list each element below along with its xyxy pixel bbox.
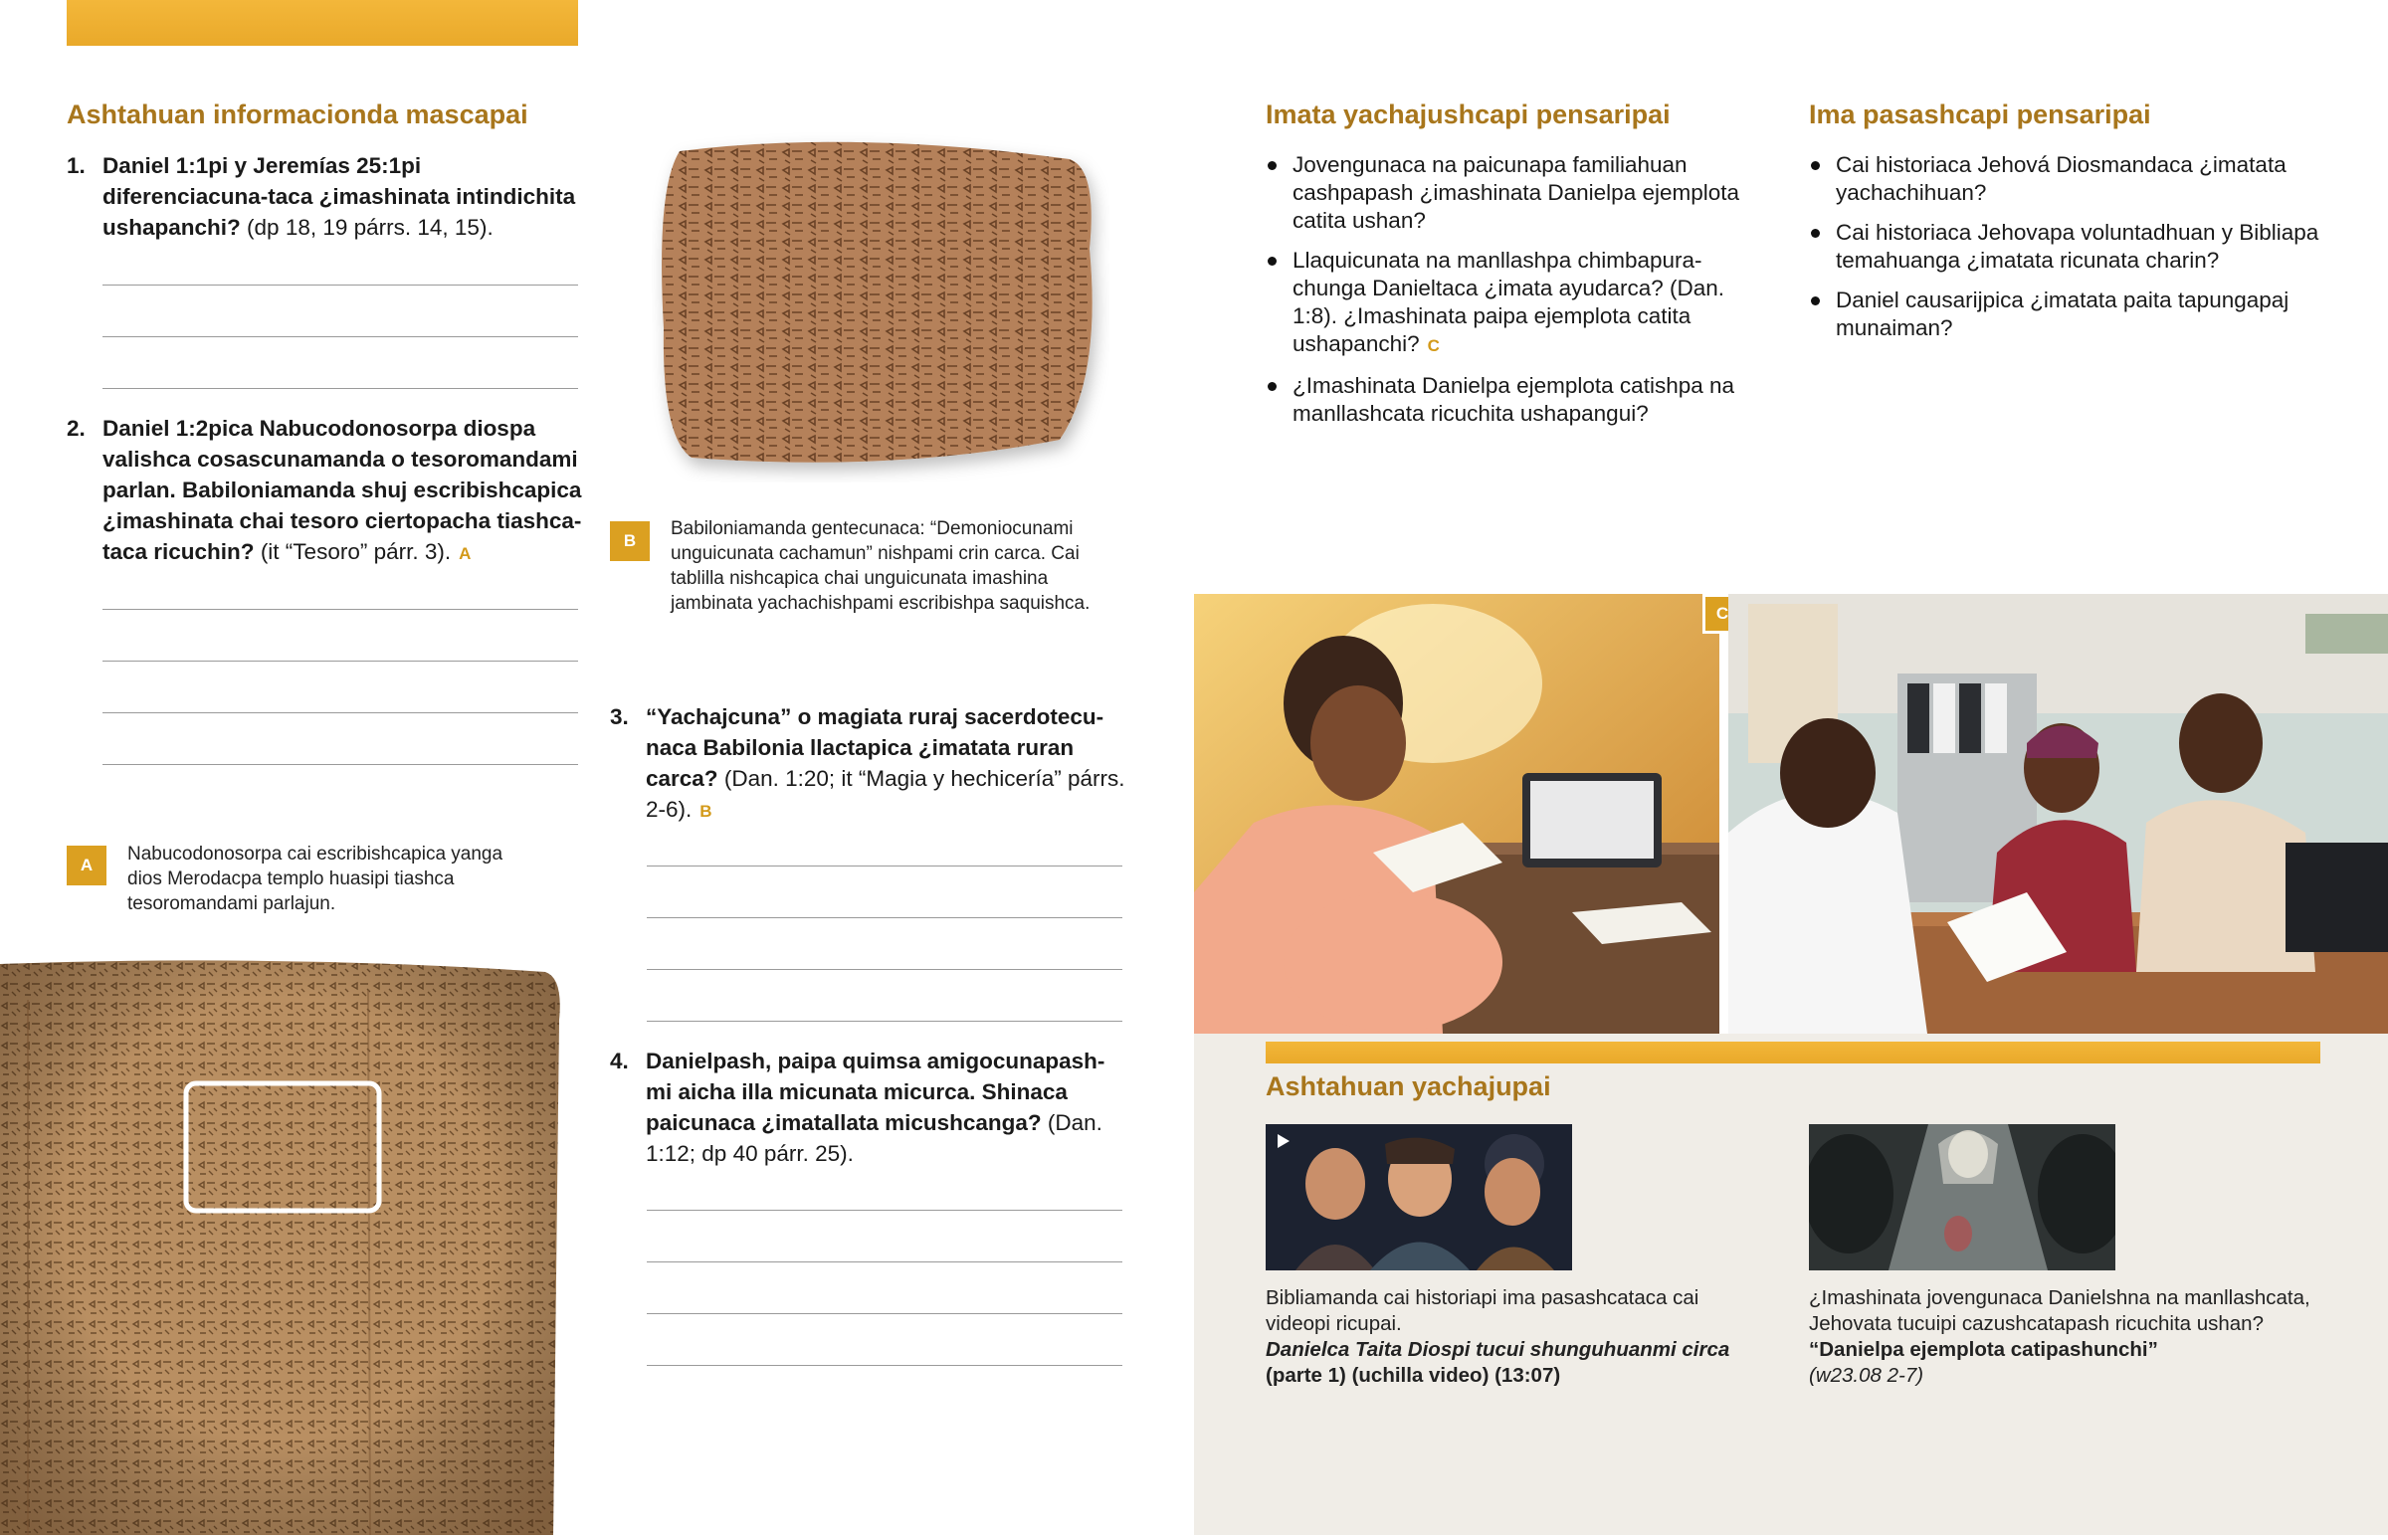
caption-badge-a: A bbox=[67, 846, 106, 885]
answer-line[interactable] bbox=[647, 1313, 1122, 1314]
think-item: ¿Imashinata Danielpa ejemplota catishpa na manllashcata ricuchita ushapangui? bbox=[1266, 372, 1763, 428]
article-title-link[interactable]: “Danielpa ejemplota catipashunchi” bbox=[1809, 1338, 2158, 1361]
video-thumbnail[interactable] bbox=[1266, 1124, 1572, 1270]
photo-doctor-consultation bbox=[1728, 594, 2388, 1034]
answer-line[interactable] bbox=[102, 388, 578, 389]
think-item: Jovengunaca na paicunapa familiahuan cashpapash ¿imashinata Danielpa ejemplota catita ushan? bbox=[1266, 151, 1763, 235]
medical-tablet-graphic bbox=[652, 129, 1109, 482]
answer-line[interactable] bbox=[647, 1210, 1122, 1211]
answer-line[interactable] bbox=[102, 661, 578, 662]
answer-line[interactable] bbox=[102, 609, 578, 610]
question-reference: (Dan. 1:12; dp 40 párr. 25). bbox=[646, 1110, 1102, 1166]
question-2 bbox=[67, 413, 584, 569]
question-reference: (dp 18, 19 párrs. 14, 15). bbox=[247, 215, 494, 240]
question-number: 1. bbox=[67, 153, 86, 178]
photo-woman-studying bbox=[1194, 594, 1719, 1034]
article-reference bbox=[1809, 1363, 2326, 1389]
answer-line[interactable] bbox=[647, 969, 1122, 970]
answer-line[interactable] bbox=[647, 1261, 1122, 1262]
question-text: Daniel 1:1pi y Jeremías 25:1pi diferenciacuna-taca ¿imashinata intindichita ushapanchi? bbox=[102, 153, 576, 240]
article-caption bbox=[1809, 1285, 2326, 1389]
think-list-container bbox=[1266, 151, 1763, 440]
answer-line[interactable] bbox=[102, 712, 578, 713]
section-heading-read: Ima pasashcapi pensaripai bbox=[1809, 99, 2151, 129]
question-reference: (Dan. 1:20; it “Magia y hechicería” párrs. 2-6). bbox=[646, 766, 1125, 822]
read-list-container bbox=[1809, 151, 2326, 354]
article-reference-text: (w23.08 2-7) bbox=[1809, 1364, 1924, 1387]
answer-line[interactable] bbox=[647, 917, 1122, 918]
read-item: Daniel causarijpica ¿imatata paita tapungapaj munaiman? bbox=[1809, 287, 2326, 342]
question-text: “Yachajcuna” o magiata ruraj sacerdotecu-naca Babilonia llactapica ¿imatata ruran carca? bbox=[646, 704, 1104, 791]
video-title-link[interactable] bbox=[1266, 1337, 1763, 1363]
learn-more-panel bbox=[1194, 1034, 2388, 1535]
think-list bbox=[1266, 151, 1763, 428]
question-4 bbox=[610, 1046, 1127, 1169]
read-item: Cai historiaca Jehovapa voluntadhuan y Bibliapa temahuanga ¿imatata ricunata charin? bbox=[1809, 219, 2326, 275]
video-thumbnail-graphic bbox=[1266, 1124, 1572, 1270]
question-number: 4. bbox=[610, 1049, 629, 1073]
think-item bbox=[1266, 247, 1763, 360]
image-reference-tag: A bbox=[459, 544, 472, 563]
caption-badge-c: C bbox=[1702, 594, 1742, 634]
answer-line[interactable] bbox=[647, 1021, 1122, 1022]
question-text: Daniel 1:2pica Nabucodonosorpa diospa valishca cosascunamanda o tesoromandami parlan. Babiloniamanda shuj escribishcapica ¿imashinata chai tesoro ciertopacha tiashca-taca ricuchin? bbox=[102, 416, 582, 564]
article-description: ¿Imashinata jovengunaca Danielshna na manllashcata, Jehovata tucuipi cazushcatapash ricuchita ushan? bbox=[1809, 1286, 2310, 1335]
video-duration: (parte 1) (uchilla video) (13:07) bbox=[1266, 1364, 1561, 1387]
cuneiform-tablet-graphic bbox=[0, 960, 562, 1535]
video-caption bbox=[1266, 1285, 1763, 1389]
top-decorative-bar bbox=[67, 0, 578, 46]
article-thumbnail[interactable] bbox=[1809, 1124, 2115, 1270]
cuneiform-tablet-image bbox=[0, 960, 562, 1535]
read-item: Cai historiaca Jehová Diosmandaca ¿imatata yachachihuan? bbox=[1809, 151, 2326, 207]
caption-b: Babiloniamanda gentecunaca: “Demoniocunami unguicunata cachamun” nishpami crin carca. Cai tablilla nishcapica chai unguicunata imashina jambinata yachachishpami escribishpa saquishca. bbox=[671, 518, 1091, 614]
question-reference: (it “Tesoro” párr. 3). bbox=[260, 539, 452, 564]
medical-tablet-image bbox=[652, 129, 1109, 482]
video-description: Bibliamanda cai historiapi ima pasashcataca cai videopi ricupai. bbox=[1266, 1286, 1699, 1335]
answer-line[interactable] bbox=[647, 1365, 1122, 1366]
section-heading-learn-more: Ashtahuan yachajupai bbox=[1266, 1071, 1551, 1101]
question-3 bbox=[610, 701, 1127, 827]
caption-badge-b: B bbox=[610, 521, 650, 561]
learn-more-accent-bar bbox=[1266, 1042, 2320, 1063]
think-item-text: Llaquicunata na manllashpa chimbapura-chunga Danieltaca ¿imata ayudarca? (Dan. 1:8). ¿Imashinata paipa ejemplota catita ushapanchi? bbox=[1293, 248, 1724, 356]
question-1 bbox=[67, 150, 584, 243]
section-heading-think: Imata yachajushcapi pensaripai bbox=[1266, 99, 1671, 129]
photo-doctor-consultation-graphic bbox=[1728, 594, 2388, 1034]
read-list bbox=[1809, 151, 2326, 342]
image-reference-tag: C bbox=[1427, 336, 1440, 355]
caption-a: Nabucodonosorpa cai escribishcapica yanga dios Merodacpa templo huasipi tiashca tesoromandami parlajun. bbox=[127, 844, 503, 914]
section-heading-more-info: Ashtahuan informacionda mascapai bbox=[67, 99, 528, 129]
answer-line[interactable] bbox=[102, 285, 578, 286]
question-number: 2. bbox=[67, 416, 86, 441]
answer-line[interactable] bbox=[102, 764, 578, 765]
image-reference-tag: B bbox=[699, 802, 712, 821]
question-number: 3. bbox=[610, 704, 629, 729]
article-thumbnail-graphic bbox=[1809, 1124, 2115, 1270]
video-title[interactable]: Danielca Taita Diospi tucui shunguhuanmi circa bbox=[1266, 1338, 1730, 1361]
question-text: Danielpash, paipa quimsa amigocunapash-mi aicha illa micunata micurca. Shinaca paicunaca ¿imatallata micushcanga? bbox=[646, 1049, 1105, 1135]
photo-woman-studying-graphic bbox=[1194, 594, 1719, 1034]
answer-line[interactable] bbox=[102, 336, 578, 337]
